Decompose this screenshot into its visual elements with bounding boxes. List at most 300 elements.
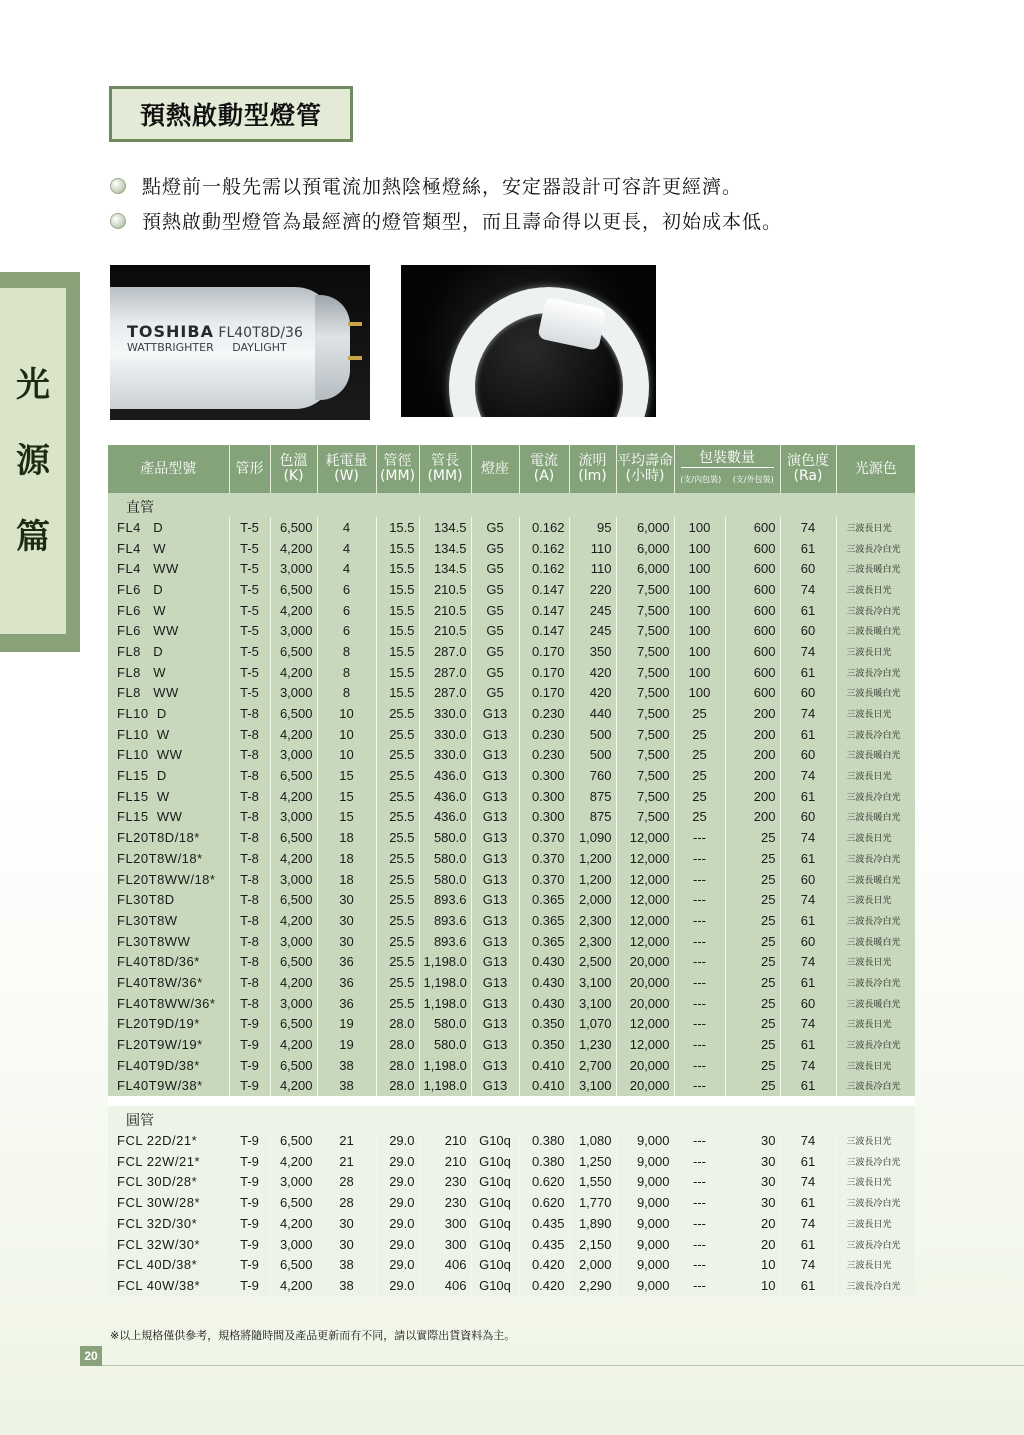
cell-life: 12,000 — [616, 869, 674, 890]
cell-pack-inner: --- — [674, 972, 725, 993]
header-tube: 管形 — [229, 445, 270, 493]
cell-cri: 61 — [780, 538, 836, 559]
cell-length: 134.5 — [419, 558, 471, 579]
cell-life: 7,500 — [616, 807, 674, 828]
cell-power: 30 — [317, 889, 376, 910]
table-row — [108, 1034, 915, 1055]
cell-current: 0.230 — [519, 703, 569, 724]
cell-diameter: 15.5 — [376, 558, 419, 579]
cell-life: 6,000 — [616, 517, 674, 538]
cell-diameter: 25.5 — [376, 848, 419, 869]
cell-light-color: 三波長日光 — [836, 765, 915, 786]
cell-diameter: 25.5 — [376, 972, 419, 993]
cell-model: FL8 WW — [108, 683, 229, 704]
cell-life: 9,000 — [616, 1275, 674, 1296]
section-side-tab — [0, 272, 80, 652]
cell-model: FCL 30W/28* — [108, 1192, 229, 1213]
cell-cri: 61 — [780, 600, 836, 621]
cell-temp: 4,200 — [270, 1076, 317, 1097]
table-row — [108, 786, 915, 807]
cell-temp: 6,500 — [270, 703, 317, 724]
cell-pack-outer: 600 — [725, 517, 780, 538]
cell-pack-inner: --- — [674, 1234, 725, 1255]
cell-pack-outer: 200 — [725, 807, 780, 828]
cell-current: 0.420 — [519, 1275, 569, 1296]
cell-cri: 74 — [780, 1014, 836, 1035]
cell-diameter: 25.5 — [376, 745, 419, 766]
cell-base: G13 — [471, 807, 519, 828]
cell-tube: T-5 — [229, 600, 270, 621]
table-row — [108, 703, 915, 724]
cell-diameter: 25.5 — [376, 827, 419, 848]
cell-diameter: 25.5 — [376, 869, 419, 890]
cell-cri: 60 — [780, 807, 836, 828]
cell-model: FL15 WW — [108, 807, 229, 828]
cell-light-color: 三波長日光 — [836, 579, 915, 600]
cell-model: FL4 W — [108, 538, 229, 559]
spec-table-body — [108, 493, 915, 1296]
cell-pack-outer: 25 — [725, 869, 780, 890]
cell-power: 6 — [317, 579, 376, 600]
cell-length: 300 — [419, 1234, 471, 1255]
cell-cri: 74 — [780, 703, 836, 724]
cell-power: 10 — [317, 703, 376, 724]
cell-cri: 61 — [780, 724, 836, 745]
cell-cri: 61 — [780, 1151, 836, 1172]
cell-base: G13 — [471, 1055, 519, 1076]
cell-cri: 61 — [780, 1034, 836, 1055]
cell-temp: 6,500 — [270, 1014, 317, 1035]
cell-pack-inner: --- — [674, 1130, 725, 1151]
cell-lumen: 875 — [569, 786, 616, 807]
cell-pack-outer: 30 — [725, 1130, 780, 1151]
cell-pack-outer: 200 — [725, 765, 780, 786]
cell-diameter: 29.0 — [376, 1172, 419, 1193]
cell-temp: 4,200 — [270, 1275, 317, 1296]
cell-length: 893.6 — [419, 910, 471, 931]
cell-pack-outer: 25 — [725, 1014, 780, 1035]
cell-pack-inner: --- — [674, 1192, 725, 1213]
cell-lumen: 1,090 — [569, 827, 616, 848]
cell-temp: 3,000 — [270, 558, 317, 579]
cell-power: 30 — [317, 1234, 376, 1255]
table-row — [108, 620, 915, 641]
header-diameter: 管徑 (MM) — [376, 445, 419, 493]
cell-cri: 74 — [780, 1172, 836, 1193]
table-row — [108, 558, 915, 579]
cell-temp: 4,200 — [270, 538, 317, 559]
cell-diameter: 29.0 — [376, 1275, 419, 1296]
cell-lumen: 350 — [569, 641, 616, 662]
cell-current: 0.365 — [519, 910, 569, 931]
cell-tube: T-9 — [229, 1130, 270, 1151]
cell-diameter: 28.0 — [376, 1014, 419, 1035]
cell-temp: 3,000 — [270, 1234, 317, 1255]
cell-diameter: 28.0 — [376, 1055, 419, 1076]
cell-base: G13 — [471, 910, 519, 931]
cell-lumen: 1,250 — [569, 1151, 616, 1172]
cell-life: 12,000 — [616, 1034, 674, 1055]
cell-base: G10q — [471, 1213, 519, 1234]
cell-life: 7,500 — [616, 620, 674, 641]
cell-pack-inner: --- — [674, 889, 725, 910]
cell-pack-inner: 100 — [674, 620, 725, 641]
cell-current: 0.380 — [519, 1151, 569, 1172]
cell-current: 0.370 — [519, 827, 569, 848]
cell-current: 0.410 — [519, 1055, 569, 1076]
cell-temp: 3,000 — [270, 683, 317, 704]
cell-model: FL20T9W/19* — [108, 1034, 229, 1055]
cell-diameter: 15.5 — [376, 683, 419, 704]
table-row — [108, 662, 915, 683]
cell-model: FL20T8D/18* — [108, 827, 229, 848]
cell-current: 0.435 — [519, 1213, 569, 1234]
cell-life: 12,000 — [616, 889, 674, 910]
cell-power: 10 — [317, 745, 376, 766]
cell-cri: 61 — [780, 786, 836, 807]
cell-pack-inner: --- — [674, 869, 725, 890]
cell-temp: 4,200 — [270, 662, 317, 683]
cell-power: 4 — [317, 538, 376, 559]
cell-life: 7,500 — [616, 579, 674, 600]
cell-tube: T-9 — [229, 1192, 270, 1213]
cell-current: 0.420 — [519, 1254, 569, 1275]
cell-base: G13 — [471, 848, 519, 869]
cell-temp: 6,500 — [270, 889, 317, 910]
cell-base: G10q — [471, 1275, 519, 1296]
cell-lumen: 245 — [569, 600, 616, 621]
cell-pack-inner: --- — [674, 993, 725, 1014]
cell-temp: 3,000 — [270, 1172, 317, 1193]
cell-power: 30 — [317, 910, 376, 931]
cell-diameter: 29.0 — [376, 1234, 419, 1255]
cell-light-color: 三波長暖白光 — [836, 931, 915, 952]
table-row — [108, 579, 915, 600]
cell-base: G5 — [471, 641, 519, 662]
cell-diameter: 15.5 — [376, 600, 419, 621]
cell-life: 7,500 — [616, 662, 674, 683]
cell-current: 0.147 — [519, 600, 569, 621]
cell-base: G5 — [471, 620, 519, 641]
table-row — [108, 765, 915, 786]
cell-life: 7,500 — [616, 600, 674, 621]
table-row — [108, 1192, 915, 1213]
cell-pack-inner: 100 — [674, 683, 725, 704]
cell-model: FL20T8WW/18* — [108, 869, 229, 890]
cell-model: FL15 D — [108, 765, 229, 786]
cell-life: 20,000 — [616, 993, 674, 1014]
table-row — [108, 1254, 915, 1275]
cell-model: FL6 D — [108, 579, 229, 600]
cell-cri: 74 — [780, 1130, 836, 1151]
cell-light-color: 三波長日光 — [836, 889, 915, 910]
cell-current: 0.162 — [519, 558, 569, 579]
cell-length: 406 — [419, 1275, 471, 1296]
cell-pack-inner: --- — [674, 1275, 725, 1296]
cell-model: FL30T8WW — [108, 931, 229, 952]
cell-base: G10q — [471, 1130, 519, 1151]
cell-power: 6 — [317, 620, 376, 641]
cell-model: FL10 D — [108, 703, 229, 724]
cell-diameter: 25.5 — [376, 703, 419, 724]
cell-length: 580.0 — [419, 1014, 471, 1035]
cell-lumen: 95 — [569, 517, 616, 538]
cell-length: 893.6 — [419, 931, 471, 952]
cell-temp: 4,200 — [270, 786, 317, 807]
cell-life: 12,000 — [616, 848, 674, 869]
cell-model: FCL 32W/30* — [108, 1234, 229, 1255]
cell-tube: T-9 — [229, 1034, 270, 1055]
cell-pack-inner: 25 — [674, 786, 725, 807]
cell-model: FL20T8W/18* — [108, 848, 229, 869]
cell-light-color: 三波長冷白光 — [836, 910, 915, 931]
cell-model: FL15 W — [108, 786, 229, 807]
cell-pack-outer: 600 — [725, 620, 780, 641]
page-divider — [102, 1365, 1024, 1366]
cell-length: 287.0 — [419, 683, 471, 704]
cell-tube: T-5 — [229, 641, 270, 662]
cell-cri: 61 — [780, 848, 836, 869]
cell-current: 0.410 — [519, 1076, 569, 1097]
group-label: 圓管 — [108, 1106, 915, 1130]
cell-power: 21 — [317, 1130, 376, 1151]
cell-temp: 4,200 — [270, 1213, 317, 1234]
cell-pack-outer: 200 — [725, 703, 780, 724]
cell-temp: 4,200 — [270, 848, 317, 869]
cell-tube: T-8 — [229, 889, 270, 910]
cell-model: FCL 22W/21* — [108, 1151, 229, 1172]
cell-lumen: 110 — [569, 538, 616, 559]
cell-current: 0.230 — [519, 745, 569, 766]
cell-pack-outer: 25 — [725, 1076, 780, 1097]
cell-length: 210.5 — [419, 579, 471, 600]
cell-pack-inner: 100 — [674, 641, 725, 662]
side-char-2: 源 — [16, 441, 50, 481]
cell-life: 6,000 — [616, 558, 674, 579]
cell-cri: 74 — [780, 827, 836, 848]
circular-tube-photo — [401, 265, 656, 417]
cell-current: 0.147 — [519, 620, 569, 641]
cell-pack-inner: --- — [674, 931, 725, 952]
cell-lumen: 440 — [569, 703, 616, 724]
cell-lumen: 220 — [569, 579, 616, 600]
cell-cri: 60 — [780, 993, 836, 1014]
bullet-item — [110, 203, 782, 238]
cell-power: 18 — [317, 869, 376, 890]
cell-power: 21 — [317, 1151, 376, 1172]
cell-diameter: 15.5 — [376, 620, 419, 641]
cell-light-color: 三波長日光 — [836, 641, 915, 662]
cell-diameter: 29.0 — [376, 1254, 419, 1275]
table-row — [108, 807, 915, 828]
cell-temp: 6,500 — [270, 579, 317, 600]
cell-temp: 6,500 — [270, 1192, 317, 1213]
cell-base: G13 — [471, 765, 519, 786]
cell-lumen: 2,290 — [569, 1275, 616, 1296]
cell-length: 134.5 — [419, 517, 471, 538]
cell-cri: 74 — [780, 579, 836, 600]
cell-model: FCL 22D/21* — [108, 1130, 229, 1151]
cell-length: 210.5 — [419, 600, 471, 621]
cell-length: 1,198.0 — [419, 951, 471, 972]
cell-lumen: 2,150 — [569, 1234, 616, 1255]
cell-temp: 4,200 — [270, 724, 317, 745]
cell-pack-outer: 25 — [725, 972, 780, 993]
cell-lumen: 1,200 — [569, 848, 616, 869]
table-row — [108, 972, 915, 993]
cell-power: 8 — [317, 662, 376, 683]
table-row — [108, 1076, 915, 1097]
cell-diameter: 15.5 — [376, 538, 419, 559]
cell-lumen: 3,100 — [569, 993, 616, 1014]
cell-current: 0.230 — [519, 724, 569, 745]
cell-life: 9,000 — [616, 1192, 674, 1213]
cell-base: G5 — [471, 662, 519, 683]
cell-lumen: 245 — [569, 620, 616, 641]
table-row — [108, 683, 915, 704]
cell-light-color: 三波長冷白光 — [836, 1234, 915, 1255]
cell-power: 8 — [317, 683, 376, 704]
cell-current: 0.350 — [519, 1014, 569, 1035]
cell-tube: T-9 — [229, 1213, 270, 1234]
cell-model: FL8 W — [108, 662, 229, 683]
cell-base: G13 — [471, 951, 519, 972]
cell-diameter: 25.5 — [376, 993, 419, 1014]
cell-cri: 74 — [780, 1213, 836, 1234]
table-header-row — [108, 445, 915, 493]
tube-label — [127, 322, 303, 355]
cell-length: 893.6 — [419, 889, 471, 910]
cell-light-color: 三波長冷白光 — [836, 1034, 915, 1055]
cell-temp: 3,000 — [270, 993, 317, 1014]
cell-length: 1,198.0 — [419, 1076, 471, 1097]
section-side-tab-label — [0, 288, 66, 634]
cell-temp: 3,000 — [270, 869, 317, 890]
cell-current: 0.170 — [519, 641, 569, 662]
cell-model: FL20T9D/19* — [108, 1014, 229, 1035]
cell-lumen: 1,230 — [569, 1034, 616, 1055]
cell-diameter: 28.0 — [376, 1034, 419, 1055]
cell-length: 406 — [419, 1254, 471, 1275]
cell-model: FL40T8D/36* — [108, 951, 229, 972]
cell-current: 0.380 — [519, 1130, 569, 1151]
cell-light-color: 三波長冷白光 — [836, 848, 915, 869]
cell-cri: 60 — [780, 558, 836, 579]
cell-current: 0.350 — [519, 1034, 569, 1055]
cell-model: FL10 W — [108, 724, 229, 745]
cell-light-color: 三波長冷白光 — [836, 600, 915, 621]
header-temp: 色溫 (K) — [270, 445, 317, 493]
cell-pack-inner: 100 — [674, 517, 725, 538]
cell-temp: 3,000 — [270, 931, 317, 952]
table-row — [108, 1151, 915, 1172]
cell-current: 0.162 — [519, 517, 569, 538]
cell-power: 4 — [317, 558, 376, 579]
cell-length: 436.0 — [419, 765, 471, 786]
cell-length: 287.0 — [419, 662, 471, 683]
cell-light-color: 三波長冷白光 — [836, 662, 915, 683]
cell-current: 0.430 — [519, 972, 569, 993]
cell-length: 210 — [419, 1151, 471, 1172]
table-row — [108, 538, 915, 559]
tube-brand: TOSHIBA — [127, 322, 214, 341]
cell-model: FL40T9D/38* — [108, 1055, 229, 1076]
cell-tube: T-8 — [229, 807, 270, 828]
cell-light-color: 三波長暖白光 — [836, 745, 915, 766]
cell-light-color: 三波長暖白光 — [836, 620, 915, 641]
cell-length: 287.0 — [419, 641, 471, 662]
cell-power: 38 — [317, 1275, 376, 1296]
cell-tube: T-5 — [229, 579, 270, 600]
cell-base: G13 — [471, 972, 519, 993]
cell-temp: 4,200 — [270, 972, 317, 993]
cell-power: 18 — [317, 848, 376, 869]
cell-cri: 61 — [780, 1234, 836, 1255]
cell-pack-inner: 25 — [674, 703, 725, 724]
cell-lumen: 500 — [569, 724, 616, 745]
cell-diameter: 15.5 — [376, 662, 419, 683]
cell-tube: T-9 — [229, 1055, 270, 1076]
cell-diameter: 25.5 — [376, 910, 419, 931]
cell-pack-inner: --- — [674, 1172, 725, 1193]
cell-pack-inner: 100 — [674, 558, 725, 579]
cell-cri: 61 — [780, 1192, 836, 1213]
cell-base: G5 — [471, 538, 519, 559]
cell-pack-outer: 25 — [725, 848, 780, 869]
cell-length: 436.0 — [419, 786, 471, 807]
cell-pack-outer: 25 — [725, 910, 780, 931]
cell-current: 0.430 — [519, 951, 569, 972]
cell-power: 15 — [317, 807, 376, 828]
cell-tube: T-8 — [229, 951, 270, 972]
cell-length: 1,198.0 — [419, 993, 471, 1014]
cell-lumen: 2,700 — [569, 1055, 616, 1076]
cell-lumen: 1,550 — [569, 1172, 616, 1193]
table-row — [108, 745, 915, 766]
cell-tube: T-5 — [229, 662, 270, 683]
cell-life: 7,500 — [616, 683, 674, 704]
cell-base: G13 — [471, 745, 519, 766]
cell-pack-outer: 600 — [725, 641, 780, 662]
cell-pack-outer: 25 — [725, 931, 780, 952]
table-row — [108, 910, 915, 931]
cell-light-color: 三波長冷白光 — [836, 972, 915, 993]
table-row — [108, 869, 915, 890]
cell-tube: T-8 — [229, 724, 270, 745]
cell-lumen: 2,000 — [569, 889, 616, 910]
cell-cri: 60 — [780, 683, 836, 704]
cell-lumen: 1,890 — [569, 1213, 616, 1234]
cell-pack-inner: --- — [674, 1076, 725, 1097]
cell-diameter: 25.5 — [376, 765, 419, 786]
cell-lumen: 3,100 — [569, 1076, 616, 1097]
cell-lumen: 1,770 — [569, 1192, 616, 1213]
cell-length: 330.0 — [419, 724, 471, 745]
cell-base: G5 — [471, 579, 519, 600]
header-pack: 包裝數量 (支/內包裝) (支/外包裝) — [674, 445, 780, 493]
cell-current: 0.370 — [519, 848, 569, 869]
cell-pack-outer: 25 — [725, 951, 780, 972]
cell-power: 19 — [317, 1034, 376, 1055]
cell-temp: 6,500 — [270, 641, 317, 662]
cell-pack-outer: 30 — [725, 1151, 780, 1172]
cell-pack-outer: 25 — [725, 993, 780, 1014]
cell-length: 580.0 — [419, 1034, 471, 1055]
cell-tube: T-5 — [229, 517, 270, 538]
cell-model: FL6 WW — [108, 620, 229, 641]
cell-pack-outer: 20 — [725, 1234, 780, 1255]
cell-pack-outer: 600 — [725, 579, 780, 600]
